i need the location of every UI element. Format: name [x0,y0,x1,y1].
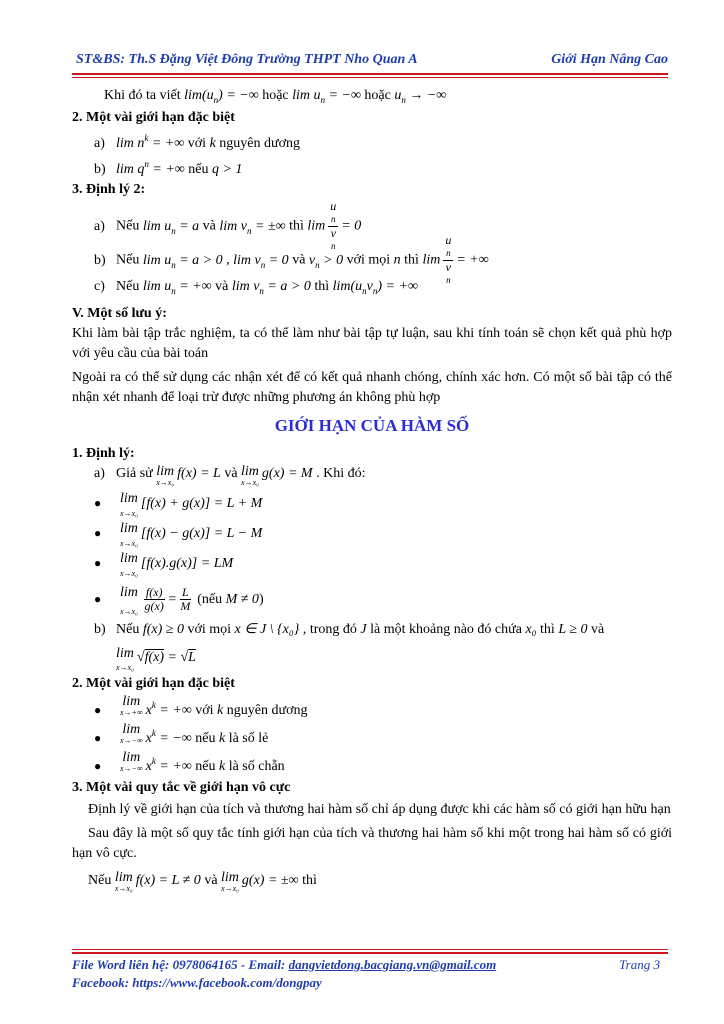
h2-bullet-3: ●lim x→−∞ $x^k$ = +∞ nếu k là số chẵn [94,750,285,774]
footer-contact: File Word liên hệ: 0978064165 - Email: dangvietdong.bacgiang.vn@gmail.com [72,957,497,972]
header-rule-thin [72,77,668,78]
v-paragraph-1: Khi làm bài tập trắc nghiệm, ta có thể làm như bài tập tự luận, sau khi tính toán sẽ chọn kết quả phù hợp với yêu cầu của bài toán [72,326,672,361]
h1-title: 1. Định lý: [72,446,135,461]
h1-bullet-quotient: ● lim x→x₀ $\frac{f(x)}{g(x)}$ = $\frac{L}{M}$ (nếu M ≠ 0) [94,585,264,616]
s2-item-a: a) $\lim n^k$ = +∞ với k nguyên dương [94,133,300,151]
h1-item-b: b) Nếu f(x) ≥ 0 với mọi x ∈ J \ {x₀} , trong đó J là một khoảng nào đó chứa x₀ thì L ≥ 0 và [94,622,605,637]
s2-item-b: b) $\lim q^n$ = +∞ nếu q > 1 [94,159,243,177]
s3-item-a: a) Nếu $\lim u_n = a$ và $\lim v_n$ = ±∞ thì lim u n v n = 0 [94,199,362,251]
h1-bullet-diff: ● lim x→x₀ [f(x) − g(x)] = L − M [94,521,263,548]
h1-bullet-sum: ● lim x→x₀ [f(x) + g(x)] = L + M [94,491,263,518]
h3-title: 3. Một vài quy tắc về giới hạn vô cực [72,780,291,795]
s3-title: 3. Định lý 2: [72,182,146,197]
header-left: ST&BS: Th.S Đặng Việt Đông Trường THPT Nho Quan A [76,52,418,67]
h2-bullet-1: ●lim x→+∞ $x^k$ = +∞ với k nguyên dương [94,694,308,718]
h3-last-line: Nếu lim x→x₀ f(x) = L ≠ 0 và lim x→x₀ g(x) = ±∞ thì [88,870,317,893]
page-body [72,86,672,898]
page-footer [72,956,668,992]
s3-item-c: c) Nếu $\lim u_n$ = +∞ và $\lim v_n = a > 0$ thì $\lim(u_nv_n)$ = +∞ [94,279,418,296]
v-title: V. Một số lưu ý: [72,306,167,321]
email-link[interactable]: dangvietdong.bacgiang.vn@gmail.com [288,957,497,972]
line-notation: Khi đó ta viết $\lim(u_n)$ = −∞ hoặc $\lim u_n$ = −∞ hoặc $u_n$ → −∞ [104,88,447,105]
h1-item-a: a) Giả sử lim x→x₀ f(x) = L và lim x→x₀ g(x) = M . Khi đó: [94,464,366,487]
footer-rule-thin [72,949,668,950]
s2-title: 2. Một vài giới hạn đặc biệt [72,110,235,125]
footer-rule [72,952,668,954]
page-number: Trang 3 [619,957,660,972]
s3-item-b: b) Nếu $\lim u_n = a > 0$ , $\lim v_n = 0$ và $v_n > 0$ với mọi n thì lim u n v n = +∞ [94,233,489,285]
v-paragraph-2: Ngoài ra có thể sử dụng các nhận xét để có kết quả nhanh chóng, chính xác hơn. Có một số bài tập có thể nhận xét nhanh để loại trừ được những phương án không phù hợp [72,370,672,405]
h2-title: 2. Một vài giới hạn đặc biệt [72,676,235,691]
h3-paragraph-1: Định lý về giới hạn của tích và thương hai hàm số chỉ áp dụng được khi các hàm số có giới hạn hữu hạn [88,802,671,817]
h2-bullet-2: ●lim x→−∞ $x^k$ = −∞ nếu k là số lẻ [94,722,269,746]
h1-item-b-sqrt: lim x→x₀ √f(x) = √L [116,646,196,672]
h3-paragraph-2: Sau đây là một số quy tắc tính giới hạn của tích và thương hai hàm số khi một trong hai hàm số có giới hạn vô cực. [72,826,672,861]
footer-facebook[interactable]: Facebook: https://www.facebook.com/dongpay [72,975,322,990]
section-title: GIỚI HẠN CỦA HÀM SỐ [274,416,470,435]
header-right: Giới Hạn Nâng Cao [551,52,668,67]
header-rule [72,73,668,75]
h1-bullet-product: ● lim x→x₀ [f(x).g(x)] = LM [94,551,234,578]
